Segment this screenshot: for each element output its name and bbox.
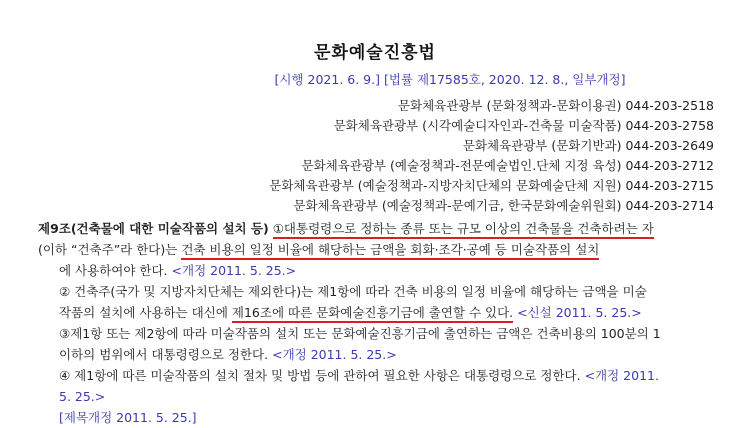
paragraph-2-line-1	[38, 281, 728, 302]
paragraph-text: 작품의 설치에 사용하는 대신에	[59, 305, 228, 320]
amendment-link[interactable]: <개정 2011. 5. 25.>	[171, 263, 297, 278]
article-9	[38, 218, 728, 428]
paragraph-text: 이하의 범위에서 대통령령으로 정한다.	[59, 347, 269, 362]
paragraph-1-line-2	[38, 239, 728, 260]
article-heading: 제9조(건축물에 대한 미술작품의 설치 등)	[38, 221, 269, 236]
amendment-link[interactable]: <신설 2011. 5. 25.>	[517, 305, 642, 320]
ministry-contact: 문화체육관광부 (예술정책과-전문예술법인.단체 지정 육성) 044-203-2712	[301, 158, 714, 173]
amendment-link[interactable]: 5. 25.>	[59, 389, 106, 404]
amendment-link[interactable]: <개정 2011. 5. 25.>	[272, 347, 397, 362]
ministry-contact: 문화체육관광부 (문화기반과) 044-203-2649	[462, 138, 714, 153]
paragraph-4-line-1	[38, 365, 728, 386]
enforcement-info: [시행 2021. 6. 9.] [법률 제17585호, 2020. 12. 8., 일부개정]	[274, 72, 626, 87]
title-amendment-link[interactable]: [제목개정 2011. 5. 25.]	[59, 410, 197, 425]
highlight-underline: 제16조에 따른 문화예술진흥기금에 출연할 수 있다.	[232, 305, 513, 323]
law-title: 문화예술진흥법	[314, 43, 436, 63]
paragraph-1-line-1	[38, 218, 728, 239]
paragraph-1-line-3	[38, 260, 728, 281]
paragraph-text: 에 사용하여야 한다.	[59, 263, 168, 278]
paragraph-3-line-1	[38, 323, 728, 344]
title-amendment	[38, 407, 728, 428]
paragraph-text: ③제1항 또는 제2항에 따라 미술작품의 설치 또는 문화예술진흥기금에 출연하는 금액은 건축비용의 100분의 1	[59, 326, 661, 341]
ministry-contact: 문화체육관광부 (예술정책과-지방자치단체의 문화예술단체 지원) 044-203-2715	[269, 178, 714, 193]
ministry-contact: 문화체육관광부 (시각예술디자인과-건축물 미술작품) 044-203-2758	[333, 118, 714, 133]
highlight-underline: 건축 비용의 일정 비율에 해당하는 금액을 회화·조각·공예 등 미술작품의 설치	[181, 242, 599, 260]
ministry-contact: 문화체육관광부 (문화정책과-문화이용권) 044-203-2518	[397, 98, 714, 113]
amendment-link[interactable]: <개정 2011.	[584, 368, 659, 383]
paragraph-4-line-2	[38, 386, 728, 407]
ministry-contact: 문화체육관광부 (예술정책과-문예기금, 한국문화예술위원회) 044-203-2714	[293, 198, 714, 213]
paragraph-text: ④ 제1항에 따른 미술작품의 설치 절차 및 방법 등에 관하여 필요한 사항은 대통령령으로 정한다.	[59, 368, 581, 383]
paragraph-text: (이하 “건축주”라 한다)는	[38, 242, 178, 257]
highlight-underline: ①대통령령으로 정하는 종류 또는 규모 이상의 건축물을 건축하려는 자	[273, 221, 654, 239]
paragraph-text: ② 건축주(국가 및 지방자치단체는 제외한다)는 제1항에 따라 건축 비용의 일정 비율에 해당하는 금액을 미술	[59, 284, 647, 299]
paragraph-3-line-2	[38, 344, 728, 365]
paragraph-2-line-2	[38, 302, 728, 323]
